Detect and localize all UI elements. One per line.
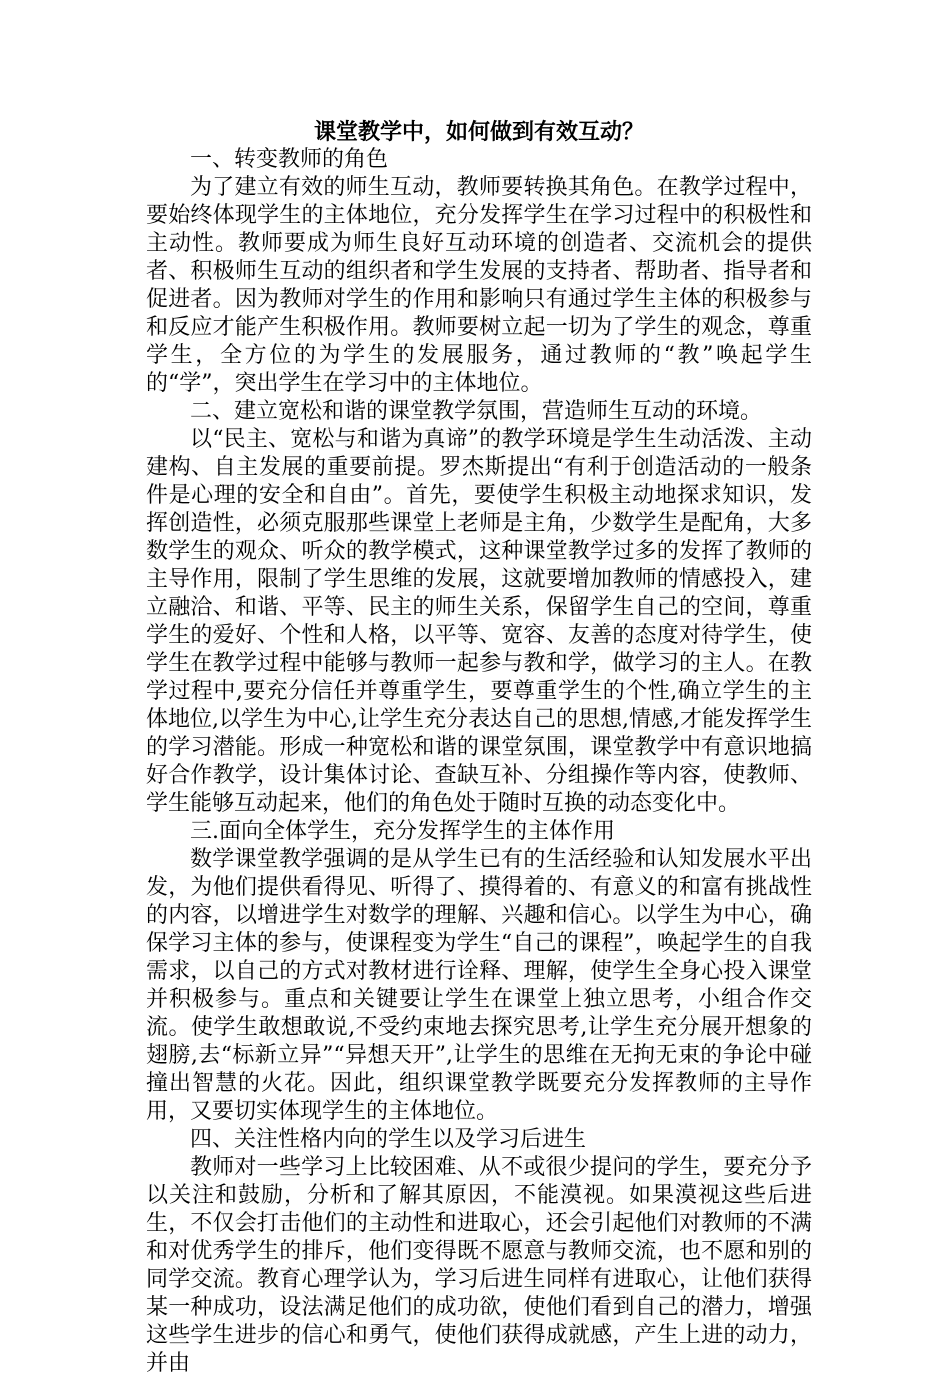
document-title: 课堂教学中，如何做到有效互动？ bbox=[313, 119, 644, 145]
section-heading-2: 二、建立宽松和谐的课堂教学氛围，营造师生互动的环境。 bbox=[190, 399, 763, 424]
section-heading-3: 三.面向全体学生，充分发挥学生的主体作用 bbox=[190, 819, 615, 844]
section-paragraph-1: 为了建立有效的师生互动，教师要转换其角色。在教学过程中，要始终体现学生的主体地位，充分发挥学生在学习过程中的积极性和主动性。教师要成为师生良好互动环境的创造者、交流机会的提供者、积极师生互动的组织者和学生发展的支持者、帮助者、指导者和促进者。因为教师对学生的作用和影响只有通过学生主体的积极参与和反应才能产生积极作用。教师要树立起一切为了学生的观念，尊重学生，全方位的为学生的发展服务，通过教师的“教”唤起学生的“学”，突出学生在学习中的主体地位。 bbox=[146, 175, 812, 396]
section-heading-4: 四、关注性格内向的学生以及学习后进生 bbox=[190, 1127, 587, 1152]
document-page bbox=[146, 118, 812, 1378]
section-paragraph-4: 教师对一些学习上比较困难、从不或很少提问的学生，要充分予以关注和鼓励，分析和了解其原因，不能漠视。如果漠视这些后进生，不仅会打击他们的主动性和进取心，还会引起他们对教师的不满和对优秀学生的排斥，他们变得既不愿意与教师交流，也不愿和别的同学交流。教育心理学认为，学习后进生同样有进取心，让他们获得某一种成功，设法满足他们的成功欲，使他们看到自己的潜力，增强这些学生进步的信心和勇气，使他们获得成就感，产生上进的动力，并由 bbox=[146, 1155, 812, 1376]
section-heading-1: 一、转变教师的角色 bbox=[190, 147, 389, 172]
section-paragraph-2: 以“民主、宽松与和谐为真谛”的教学环境是学生生动活泼、主动建构、自主发展的重要前提。罗杰斯提出“有利于创造活动的一般条件是心理的安全和自由”。首先，要使学生积极主动地探求知识，发挥创造性，必须克服那些课堂上老师是主角，少数学生是配角，大多数学生的观众、听众的教学模式，这种课堂教学过多的发挥了教师的主导作用，限制了学生思维的发展，这就要增加教师的情感投入，建立融洽、和谐、平等、民主的师生关系，保留学生自己的空间，尊重学生的爱好、个性和人格，以平等、宽容、友善的态度对待学生，使学生在教学过程中能够与教师一起参与教和学，做学习的主人。在教学过程中,要充分信任并尊重学生，要尊重学生的个性,确立学生的主体地位,以学生为中心,让学生充分表达自己的思想,情感,才能发挥学生的学习潜能。形成一种宽松和谐的课堂氛围，课堂教学中有意识地搞好合作教学，设计集体讨论、查缺互补、分组操作等内容，使教师、学生能够互动起来，他们的角色处于随时互换的动态变化中。 bbox=[146, 427, 812, 816]
section-paragraph-3: 数学课堂教学强调的是从学生已有的生活经验和认知发展水平出发，为他们提供看得见、听得了、摸得着的、有意义的和富有挑战性的内容，以增进学生对数学的理解、兴趣和信心。以学生为中心，确保学习主体的参与，使课程变为学生“自己的课程”，唤起学生的自我需求，以自己的方式对教材进行诠释、理解，使学生全身心投入课堂并积极参与。重点和关键要让学生在课堂上独立思考，小组合作交流。使学生敢想敢说,不受约束地去探究思考,让学生充分展开想象的翅膀,去“标新立异”“异想天开”,让学生的思维在无拘无束的争论中碰撞出智慧的火花。因此，组织课堂教学既要充分发挥教师的主导作用，又要切实体现学生的主体地位。 bbox=[146, 847, 812, 1124]
